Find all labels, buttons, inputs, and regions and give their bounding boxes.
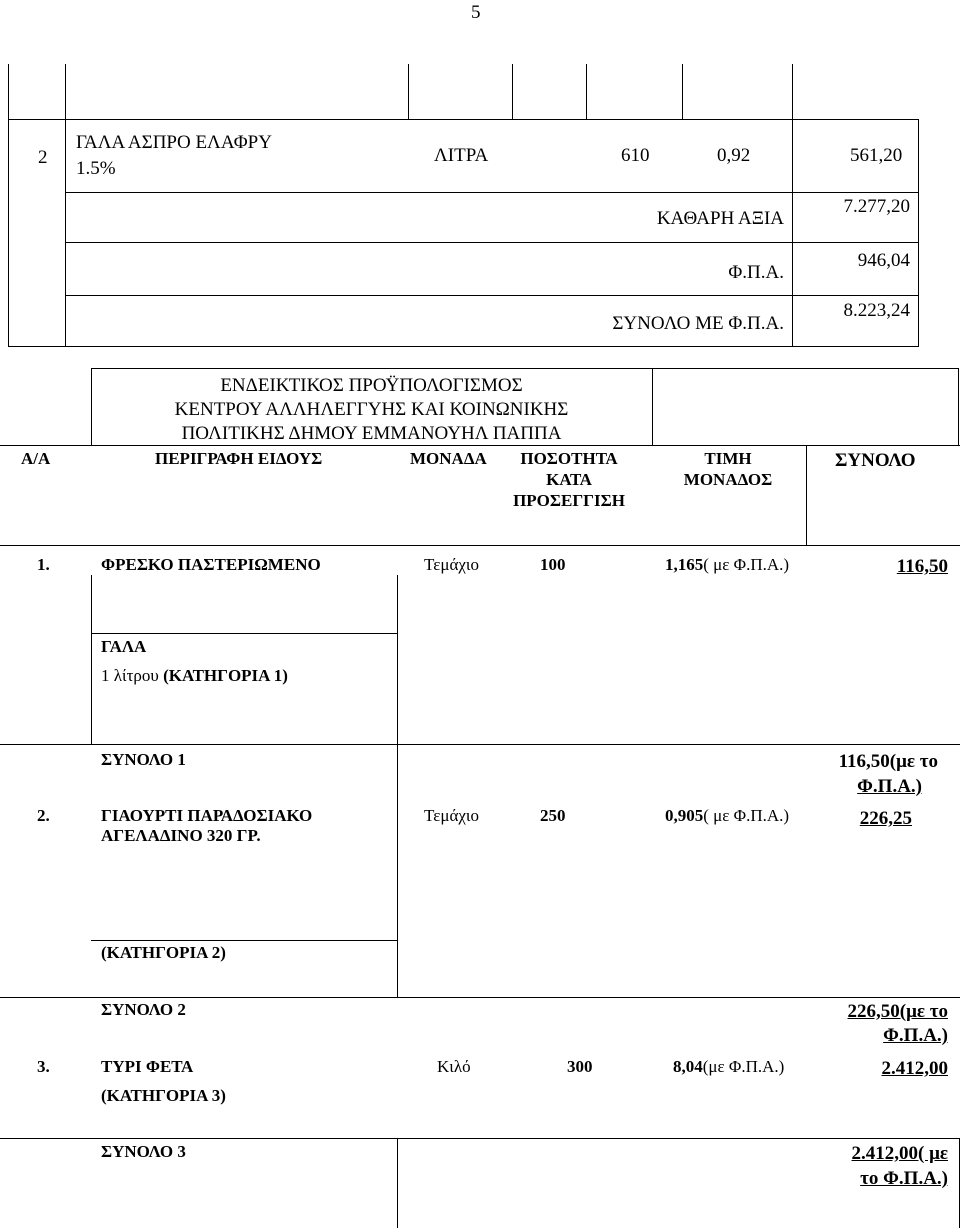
item1-price	[665, 555, 789, 575]
header-price-line1: ΤΙΜΗ	[704, 449, 752, 468]
item3-desc-line2: (ΚΑΤΗΓΟΡΙΑ 3)	[101, 1086, 226, 1105]
header-quantity-line2: ΚΑΤΑ	[546, 470, 592, 489]
top-row-description-line2: 1.5%	[76, 158, 116, 179]
top-row-quantity: 610	[621, 145, 650, 166]
subtotal3-line1: 2.412,00( με	[851, 1143, 948, 1164]
subtotal1-line1: 116,50(με το	[838, 751, 938, 772]
item3-desc-line1: ΤΥΡΙ ΦΕΤΑ	[101, 1057, 194, 1076]
net-value: 7.277,20	[843, 196, 910, 217]
item1-desc-line2: ΓΑΛΑ	[101, 637, 147, 656]
header-quantity-line3: ΠΡΟΣΕΓΓΙΣΗ	[513, 491, 625, 510]
item3-total: 2.412,00	[881, 1058, 948, 1079]
item1-price-bold: 1,165	[665, 555, 704, 574]
budget-title-line1: ΕΝΔΕΙΚΤΙΚΟΣ ΠΡΟΫΠΟΛΟΓΙΣΜΟΣ	[220, 375, 523, 396]
item3-price-bold: 8,04	[673, 1057, 703, 1076]
item2-quantity: 250	[540, 806, 566, 825]
page-number: 5	[471, 2, 481, 23]
subtotal1-line2: Φ.Π.Α.)	[857, 776, 922, 797]
top-row-description-line1: ΓΑΛΑ ΑΣΠΡΟ ΕΛΑΦΡΥ	[76, 132, 272, 153]
top-row-unit-price: 0,92	[717, 145, 751, 166]
item1-desc-line3-bold: (ΚΑΤΗΓΟΡΙΑ 1)	[163, 666, 288, 685]
budget-title-line2: ΚΕΝΤΡΟΥ ΑΛΛΗΛΕΓΓΥΗΣ ΚΑΙ ΚΟΙΝΩΝΙΚΗΣ	[174, 399, 569, 420]
vat-label: Φ.Π.Α.	[728, 262, 784, 283]
budget-title-line3: ΠΟΛΙΤΙΚΗΣ ΔΗΜΟΥ ΕΜΜΑΝΟΥΗΛ ΠΑΠΠΑ	[181, 423, 562, 444]
item1-price-normal: ( με Φ.Π.Α.)	[703, 555, 790, 574]
header-unit: ΜΟΝΑΔΑ	[410, 449, 487, 468]
item3-price-normal: (με Φ.Π.Α.)	[702, 1057, 785, 1076]
subtotal3-label: ΣΥΝΟΛΟ 3	[101, 1142, 186, 1161]
item3-price	[673, 1057, 784, 1077]
item2-unit: Τεμάχιο	[424, 806, 479, 825]
header-aa: Α/Α	[21, 449, 51, 468]
top-row-unit: ΛΙΤΡΑ	[434, 145, 489, 166]
item2-desc-line2: ΑΓΕΛΑΔΙΝΟ 320 ΓΡ.	[101, 826, 261, 845]
item1-total: 116,50	[896, 556, 948, 577]
grand-total: 8.223,24	[843, 300, 910, 321]
item3-unit: Κιλό	[437, 1057, 471, 1076]
item2-total: 226,25	[859, 808, 912, 829]
net-value-label: ΚΑΘΑΡΗ ΑΞΙΑ	[656, 208, 784, 229]
subtotal2-label: ΣΥΝΟΛΟ 2	[101, 1000, 186, 1019]
header-description: ΠΕΡΙΓΡΑΦΗ ΕΙΔΟΥΣ	[155, 449, 323, 468]
item3-aa: 3.	[37, 1057, 50, 1076]
item2-price-bold: 0,905	[665, 806, 704, 825]
item1-unit: Τεμάχιο	[424, 555, 479, 574]
grand-total-label: ΣΥΝΟΛΟ ΜΕ Φ.Π.Α.	[612, 313, 784, 334]
item1-desc-line3	[101, 666, 288, 686]
item2-price-normal: ( με Φ.Π.Α.)	[703, 806, 790, 825]
item2-price	[665, 806, 789, 826]
item1-quantity: 100	[540, 555, 566, 574]
subtotal1-label: ΣΥΝΟΛΟ 1	[101, 750, 186, 769]
item3-quantity: 300	[567, 1057, 593, 1076]
top-row-aa: 2	[38, 147, 48, 168]
header-total: ΣΥΝΟΛΟ	[835, 450, 916, 471]
subtotal2-line1: 226,50(με το	[847, 1001, 948, 1022]
item2-aa: 2.	[37, 806, 50, 825]
vat-value: 946,04	[857, 250, 910, 271]
item2-desc-line1: ΓΙΑΟΥΡΤΙ ΠΑΡΑΔΟΣΙΑΚΟ	[101, 806, 313, 825]
top-row-total: 561,20	[850, 145, 903, 166]
item2-desc-line3: (ΚΑΤΗΓΟΡΙΑ 2)	[101, 943, 226, 962]
item1-desc-line1: ΦΡΕΣΚΟ ΠΑΣΤΕΡΙΩΜΕΝΟ	[101, 555, 321, 574]
header-price-line2: ΜΟΝΑΔΟΣ	[683, 470, 773, 489]
item1-desc-line3-normal: 1 λίτρου	[101, 666, 164, 685]
header-quantity-line1: ΠΟΣΟΤΗΤΑ	[520, 449, 618, 468]
subtotal2-line2: Φ.Π.Α.)	[883, 1025, 948, 1046]
item1-aa: 1.	[37, 555, 50, 574]
subtotal3-line2: το Φ.Π.Α.)	[860, 1168, 948, 1189]
